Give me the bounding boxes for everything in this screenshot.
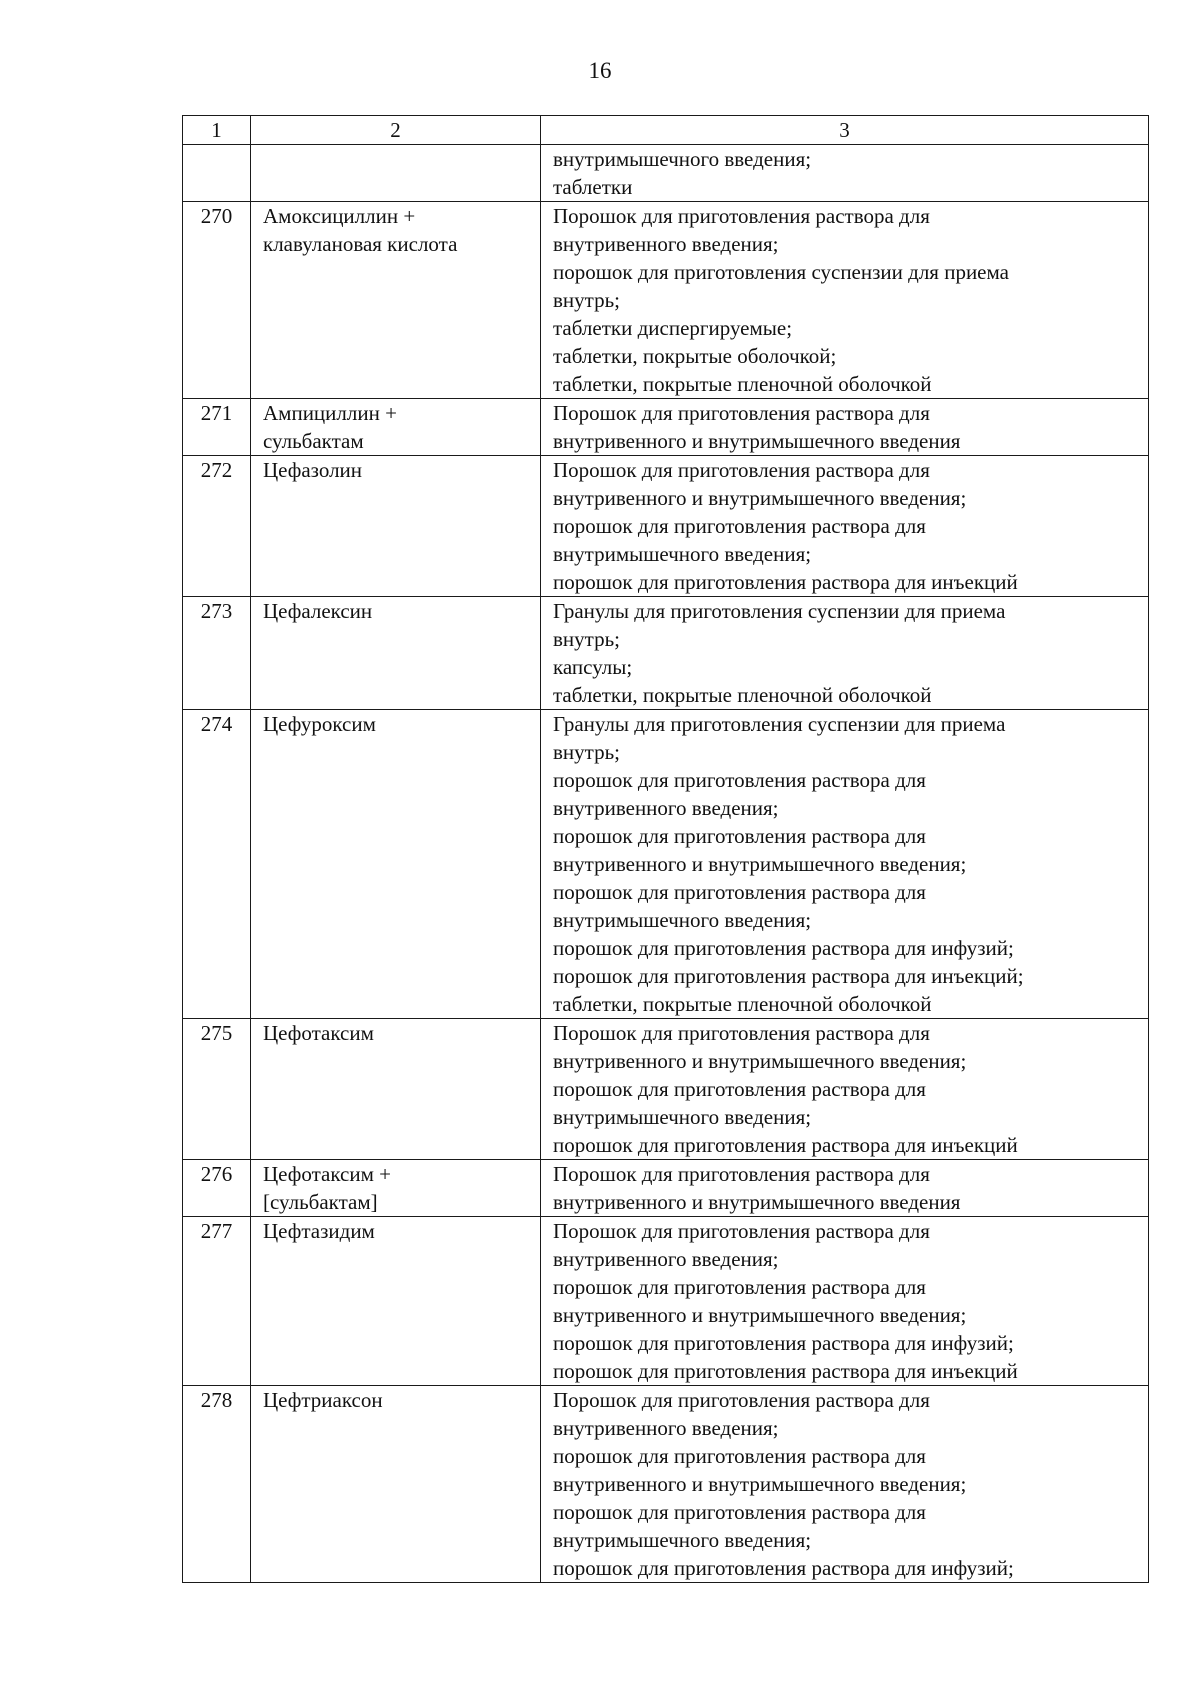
drug-name-cell: [251, 597, 541, 710]
table-row: [183, 399, 1149, 456]
dosage-form-line: Порошок для приготовления раствора для: [553, 1219, 930, 1243]
dosage-form-line: внутривенного и внутримышечного введения;: [553, 1303, 967, 1327]
drug-name-cell: [251, 1019, 541, 1160]
dosage-form-line: внутривенного введения;: [553, 796, 779, 820]
dosage-form-line: порошок для приготовления раствора для: [553, 1275, 926, 1299]
drug-name-cell: [251, 145, 541, 202]
drug-name-cell: [251, 202, 541, 399]
dosage-form-line: порошок для приготовления раствора для: [553, 1444, 926, 1468]
column-header-forms: 3: [541, 116, 1149, 145]
table-row: [183, 1386, 1149, 1583]
page-number: 16: [588, 58, 612, 83]
table-header-row: [183, 116, 1149, 145]
dosage-form-line: внутрь;: [553, 288, 620, 312]
table-row: [183, 1160, 1149, 1217]
dosage-forms-cell: [541, 710, 1149, 1019]
drug-name-line: сульбактам: [263, 429, 364, 453]
dosage-form-line: внутривенного введения;: [553, 1416, 779, 1440]
dosage-form-line: таблетки: [553, 175, 633, 199]
dosage-form-line: внутривенного и внутримышечного введения;: [553, 486, 967, 510]
dosage-form-line: капсулы;: [553, 655, 633, 679]
drug-name-line: Цефотаксим: [263, 1021, 374, 1045]
dosage-form-line: таблетки, покрытые пленочной оболочкой: [553, 992, 932, 1016]
dosage-form-line: порошок для приготовления раствора для: [553, 880, 926, 904]
row-number: 275: [183, 1019, 251, 1160]
table-body: [183, 145, 1149, 1583]
dosage-form-line: Порошок для приготовления раствора для: [553, 204, 930, 228]
drug-name-line: [сульбактам]: [263, 1190, 378, 1214]
dosage-form-line: таблетки, покрытые пленочной оболочкой: [553, 683, 932, 707]
dosage-form-line: порошок для приготовления раствора для инфузий;: [553, 1331, 1014, 1355]
dosage-form-line: таблетки, покрытые оболочкой;: [553, 344, 837, 368]
dosage-form-line: внутривенного и внутримышечного введения;: [553, 1472, 967, 1496]
dosage-form-line: внутрь;: [553, 740, 620, 764]
dosage-form-line: внутривенного и внутримышечного введения: [553, 1190, 961, 1214]
dosage-form-line: Порошок для приготовления раствора для: [553, 401, 930, 425]
drug-name-line: Цефалексин: [263, 599, 373, 623]
dosage-forms-cell: [541, 1386, 1149, 1583]
dosage-form-line: порошок для приготовления раствора для инъекций: [553, 1133, 1018, 1157]
drug-name-cell: [251, 399, 541, 456]
table-row: [183, 456, 1149, 597]
drug-name-line: Цефазолин: [263, 458, 363, 482]
dosage-forms-cell: [541, 1217, 1149, 1386]
drug-name-line: Цефтазидим: [263, 1219, 375, 1243]
dosage-form-line: Порошок для приготовления раствора для: [553, 1021, 930, 1045]
row-number: 273: [183, 597, 251, 710]
dosage-forms-cell: [541, 399, 1149, 456]
dosage-form-line: порошок для приготовления раствора для инъекций;: [553, 964, 1024, 988]
row-number: 278: [183, 1386, 251, 1583]
table-row: [183, 145, 1149, 202]
row-number: 277: [183, 1217, 251, 1386]
dosage-form-line: внутривенного введения;: [553, 1247, 779, 1271]
dosage-form-line: внутримышечного введения;: [553, 1105, 812, 1129]
drug-name-line: Ампициллин +: [263, 401, 397, 425]
dosage-form-line: порошок для приготовления раствора для инфузий;: [553, 1556, 1014, 1580]
table-row: [183, 1019, 1149, 1160]
dosage-form-line: внутрь;: [553, 627, 620, 651]
dosage-form-line: внутривенного и внутримышечного введения;: [553, 852, 967, 876]
drug-name-line: Цефтриаксон: [263, 1388, 383, 1412]
dosage-form-line: внутримышечного введения;: [553, 147, 812, 171]
dosage-form-line: внутримышечного введения;: [553, 542, 812, 566]
dosage-forms-cell: [541, 456, 1149, 597]
drug-name-line: Амоксициллин +: [263, 204, 416, 228]
dosage-form-line: порошок для приготовления раствора для инъекций: [553, 1359, 1018, 1383]
drug-name-cell: [251, 456, 541, 597]
dosage-form-line: внутримышечного введения;: [553, 908, 812, 932]
dosage-form-line: таблетки, покрытые пленочной оболочкой: [553, 372, 932, 396]
dosage-form-line: Порошок для приготовления раствора для: [553, 458, 930, 482]
dosage-form-line: порошок для приготовления раствора для: [553, 824, 926, 848]
drug-name-cell: [251, 1160, 541, 1217]
dosage-form-line: порошок для приготовления раствора для инъекций: [553, 570, 1018, 594]
table-row: [183, 597, 1149, 710]
table-row: [183, 710, 1149, 1019]
drug-name-line: Цефуроксим: [263, 712, 376, 736]
dosage-forms-cell: [541, 202, 1149, 399]
row-number: 274: [183, 710, 251, 1019]
table-row: [183, 202, 1149, 399]
row-number: 272: [183, 456, 251, 597]
table-row: [183, 1217, 1149, 1386]
row-number: 271: [183, 399, 251, 456]
drug-name-cell: [251, 1386, 541, 1583]
drug-name-cell: [251, 1217, 541, 1386]
dosage-form-line: порошок для приготовления раствора для: [553, 1077, 926, 1101]
dosage-forms-cell: [541, 1019, 1149, 1160]
dosage-form-line: порошок для приготовления суспензии для приема: [553, 260, 1009, 284]
drug-name-line: клавулановая кислота: [263, 232, 458, 256]
dosage-form-line: порошок для приготовления раствора для: [553, 768, 926, 792]
column-header-name: 2: [251, 116, 541, 145]
dosage-forms-cell: [541, 1160, 1149, 1217]
dosage-form-line: внутримышечного введения;: [553, 1528, 812, 1552]
dosage-form-line: таблетки диспергируемые;: [553, 316, 793, 340]
row-number: 276: [183, 1160, 251, 1217]
row-number: 270: [183, 202, 251, 399]
dosage-form-line: Гранулы для приготовления суспензии для приема: [553, 712, 1006, 736]
dosage-form-line: порошок для приготовления раствора для инфузий;: [553, 936, 1014, 960]
dosage-form-line: Порошок для приготовления раствора для: [553, 1388, 930, 1412]
dosage-form-line: Порошок для приготовления раствора для: [553, 1162, 930, 1186]
dosage-form-line: порошок для приготовления раствора для: [553, 1500, 926, 1524]
dosage-forms-cell: [541, 597, 1149, 710]
dosage-forms-cell: [541, 145, 1149, 202]
dosage-form-line: внутривенного и внутримышечного введения;: [553, 1049, 967, 1073]
drug-name-cell: [251, 710, 541, 1019]
dosage-form-line: порошок для приготовления раствора для: [553, 514, 926, 538]
column-header-number: 1: [183, 116, 251, 145]
dosage-form-line: внутривенного и внутримышечного введения: [553, 429, 961, 453]
dosage-form-line: Гранулы для приготовления суспензии для приема: [553, 599, 1006, 623]
row-number: [183, 145, 251, 202]
dosage-form-line: внутривенного введения;: [553, 232, 779, 256]
drug-name-line: Цефотаксим +: [263, 1162, 391, 1186]
drug-table: [182, 115, 1149, 1583]
